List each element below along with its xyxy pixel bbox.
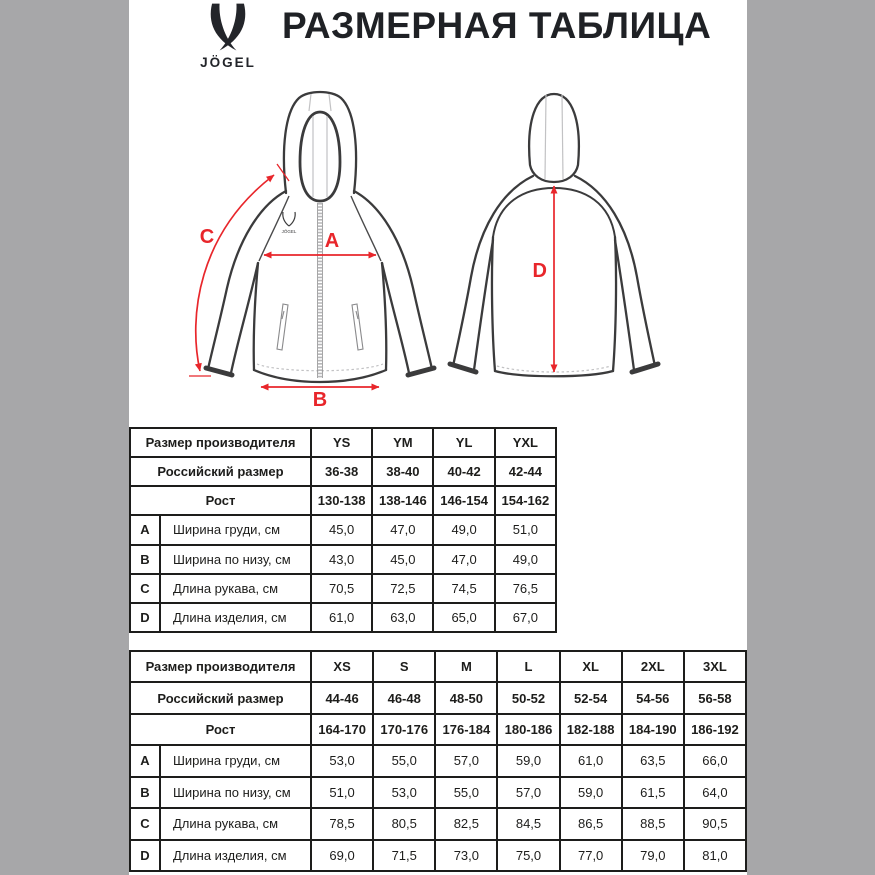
label-a: A [324, 230, 340, 252]
sleeve-right-inner [615, 240, 634, 370]
measure-labels-back [533, 260, 547, 282]
measure-letter: C [130, 808, 160, 839]
jogel-logo-icon [198, 2, 258, 54]
size-code: YXL [495, 428, 556, 457]
size-code: YM [372, 428, 433, 457]
cuff-right [408, 368, 434, 375]
size-range: 56-58 [684, 682, 746, 713]
measure-value: 77,0 [560, 840, 622, 871]
size-code: XL [560, 651, 622, 682]
hood-back [529, 94, 579, 182]
measure-value: 70,5 [311, 574, 372, 603]
size-code: YL [433, 428, 494, 457]
header-label: Рост [130, 486, 311, 515]
size-range: 48-50 [435, 682, 497, 713]
size-range: 36-38 [311, 457, 372, 486]
table-row [130, 745, 746, 776]
height-range: 184-190 [622, 714, 684, 745]
measure-name: Длина рукава, см [160, 808, 311, 839]
measure-value: 65,0 [433, 603, 494, 632]
size-table-youth [129, 427, 557, 633]
measure-value: 90,5 [684, 808, 746, 839]
table-row [130, 515, 556, 544]
body-right [613, 237, 616, 371]
measure-name: Ширина груди, см [160, 745, 311, 776]
measure-name: Длина рукава, см [160, 574, 311, 603]
chest-logo-icon [282, 212, 297, 234]
size-code: M [435, 651, 497, 682]
header-label: Российский размер [130, 457, 311, 486]
cuff-left [450, 364, 476, 372]
measure-value: 88,5 [622, 808, 684, 839]
measure-value: 84,5 [497, 808, 559, 839]
table-row [130, 545, 556, 574]
sleeve-left-outer [208, 191, 286, 369]
measure-value: 47,0 [433, 545, 494, 574]
table-row [130, 808, 746, 839]
measure-value: 78,5 [311, 808, 373, 839]
size-table-adult [129, 650, 747, 872]
measure-letter: D [130, 840, 160, 871]
jacket-back-diagram [440, 85, 700, 415]
measure-value: 51,0 [311, 777, 373, 808]
measure-name: Ширина по низу, см [160, 545, 311, 574]
measure-value: 49,0 [433, 515, 494, 544]
height-range: 182-188 [560, 714, 622, 745]
cuff-left [206, 368, 232, 375]
sleeve-left-inner [474, 240, 493, 370]
table-row [130, 840, 746, 871]
measure-name: Ширина груди, см [160, 515, 311, 544]
table-row [130, 603, 556, 632]
measure-value: 55,0 [435, 777, 497, 808]
height-range: 186-192 [684, 714, 746, 745]
measure-letter: D [130, 603, 160, 632]
measure-value: 80,5 [373, 808, 435, 839]
measure-value: 61,5 [622, 777, 684, 808]
measure-value: 82,5 [435, 808, 497, 839]
height-range: 180-186 [497, 714, 559, 745]
size-range: 52-54 [560, 682, 622, 713]
size-range: 50-52 [497, 682, 559, 713]
measure-value: 74,5 [433, 574, 494, 603]
measure-value: 66,0 [684, 745, 746, 776]
measure-value: 64,0 [684, 777, 746, 808]
size-code: YS [311, 428, 372, 457]
label-b: B [312, 389, 328, 411]
measure-letter: B [130, 777, 160, 808]
measure-letter: A [130, 515, 160, 544]
size-code: XS [311, 651, 373, 682]
measure-name: Ширина по низу, см [160, 777, 311, 808]
jacket-front-diagram [180, 85, 440, 415]
measure-value: 86,5 [560, 808, 622, 839]
size-code: 3XL [684, 651, 746, 682]
header-label: Рост [130, 714, 311, 745]
measure-value: 75,0 [497, 840, 559, 871]
size-range: 44-46 [311, 682, 373, 713]
table-row [130, 574, 556, 603]
size-range: 54-56 [622, 682, 684, 713]
hood-opening [300, 112, 340, 201]
size-range: 38-40 [372, 457, 433, 486]
measure-arrows-front [189, 164, 379, 387]
measure-value: 45,0 [311, 515, 372, 544]
size-code: 2XL [622, 651, 684, 682]
measure-value: 71,5 [373, 840, 435, 871]
measure-value: 45,0 [372, 545, 433, 574]
measure-letter: C [130, 574, 160, 603]
measure-value: 53,0 [373, 777, 435, 808]
measure-value: 61,0 [560, 745, 622, 776]
label-d: D [532, 260, 547, 282]
measure-value: 55,0 [373, 745, 435, 776]
measure-value: 53,0 [311, 745, 373, 776]
label-c: C [199, 226, 215, 248]
height-range: 176-184 [435, 714, 497, 745]
arrow-c [196, 175, 274, 371]
zipper [317, 203, 322, 379]
page-title: РАЗМЕРНАЯ ТАБЛИЦА [282, 5, 712, 46]
cuff-right [632, 364, 658, 372]
measure-value: 73,0 [435, 840, 497, 871]
height-range: 130-138 [311, 486, 372, 515]
measure-value: 57,0 [497, 777, 559, 808]
measure-name: Длина изделия, см [160, 840, 311, 871]
chest-logo-text: JÖGEL [281, 229, 297, 234]
table-row [130, 777, 746, 808]
height-range: 170-176 [373, 714, 435, 745]
measure-value: 59,0 [560, 777, 622, 808]
measure-value: 81,0 [684, 840, 746, 871]
header-label: Размер производителя [130, 428, 311, 457]
height-range: 146-154 [433, 486, 494, 515]
size-range: 46-48 [373, 682, 435, 713]
measure-value: 57,0 [435, 745, 497, 776]
measure-value: 47,0 [372, 515, 433, 544]
measure-value: 49,0 [495, 545, 556, 574]
header-label: Российский размер [130, 682, 311, 713]
height-range: 164-170 [311, 714, 373, 745]
measure-value: 63,0 [372, 603, 433, 632]
measure-value: 72,5 [372, 574, 433, 603]
measure-value: 69,0 [311, 840, 373, 871]
measure-value: 61,0 [311, 603, 372, 632]
pockets [277, 304, 363, 350]
measure-value: 63,5 [622, 745, 684, 776]
size-code: S [373, 651, 435, 682]
size-code: L [497, 651, 559, 682]
measure-value: 79,0 [622, 840, 684, 871]
body-left [492, 237, 495, 371]
size-range: 40-42 [433, 457, 494, 486]
height-range: 154-162 [495, 486, 556, 515]
measure-letter: B [130, 545, 160, 574]
height-range: 138-146 [372, 486, 433, 515]
size-range: 42-44 [495, 457, 556, 486]
measure-value: 51,0 [495, 515, 556, 544]
measure-value: 67,0 [495, 603, 556, 632]
hood-outer [284, 92, 356, 193]
header-label: Размер производителя [130, 651, 311, 682]
brand-wordmark: JÖGEL [200, 55, 256, 70]
measure-name: Длина изделия, см [160, 603, 311, 632]
measure-value: 76,5 [495, 574, 556, 603]
measure-value: 43,0 [311, 545, 372, 574]
measure-value: 59,0 [497, 745, 559, 776]
sleeve-right-outer [354, 191, 432, 369]
measure-letter: A [130, 745, 160, 776]
